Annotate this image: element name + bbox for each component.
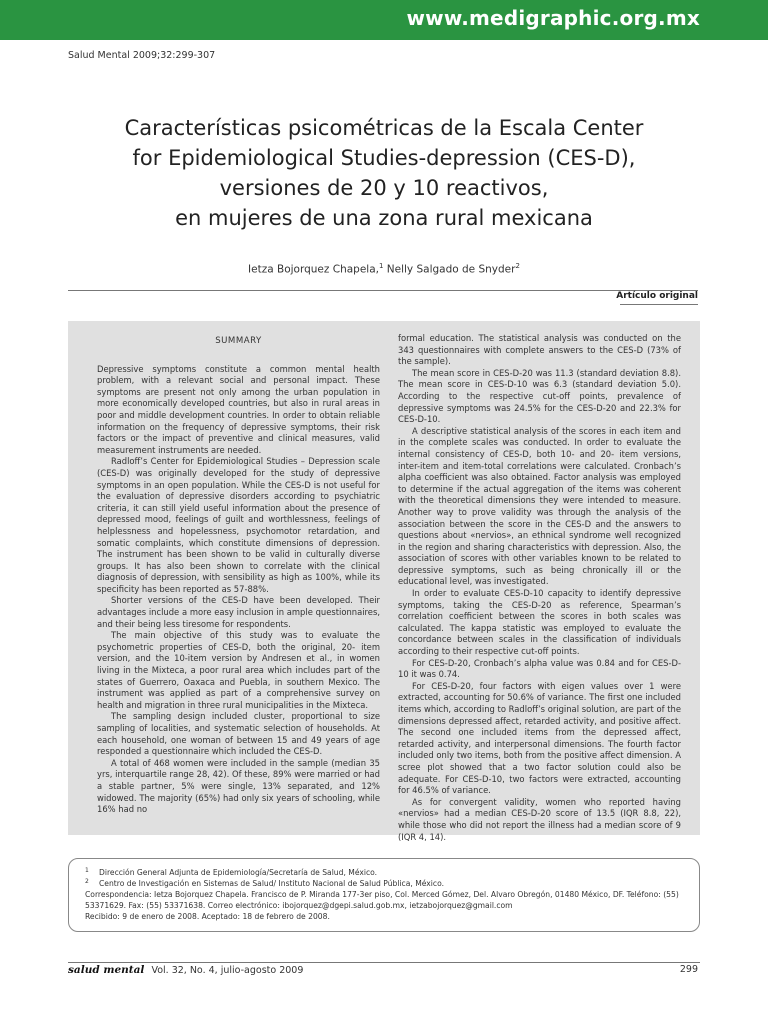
summary-paragraph: A total of 468 women were included in the sample (median 35 yrs, interquartile range 28, 42). Of these, 89% were married or had a stable partner, 5% were single, 13% separated, and 12% widowed. The majority (65%) had only six years of schooling, while 16% had no <box>97 757 380 815</box>
summary-paragraph: formal education. The statistical analysis was conducted on the 343 questionnaires with complete answers to the CES-D (73% of the sample). <box>398 333 681 367</box>
summary-right-column <box>398 333 681 843</box>
title-line: for Epidemiological Studies-depression (CES-D), <box>132 146 636 170</box>
citation: Salud Mental 2009;32:299-307 <box>68 50 216 61</box>
summary-paragraph: As for convergent validity, women who reported having «nervios» had a median CES-D-20 score of 13.5 (IQR 8.8, 22), while those who did not report the illness had a median score of 9 (IQR 4, 14). <box>398 796 681 842</box>
article-type-divider <box>620 304 698 305</box>
summary-paragraph: Depressive symptoms constitute a common mental health problem, with a relevant social and personal impact. These symptoms are present not only among the urban population in more economically developed countries, but also in rural areas in poor and middle development countries. In order to obtain reliable information on the frequency of depressive symptoms, their risk factors or the impact of preventive and clinical measures, valid measurement instruments are needed. <box>97 363 380 455</box>
summary-paragraph: Shorter versions of the CES-D have been developed. Their advantages include a more easy inclusion in ample questionnaires, and their being less tiresome for respondents. <box>97 595 380 629</box>
summary-paragraph: The sampling design included cluster, proportional to size sampling of localities, and systematic selection of households. At each household, one woman of between 15 and 49 years of age responded a questionnaire which included the CES-D. <box>97 711 380 757</box>
authors <box>0 262 768 276</box>
summary-left-column <box>97 336 380 816</box>
summary-paragraph: A descriptive statistical analysis of the scores in each item and in the complete scales was conducted. In order to evaluate the internal consistency of CES-D, both 10- and 20- item versions, inter-item and item-total correlations were calculated. Cronbach’s alpha coefficient was also obtained. Factor analysis was employed to determine if the actual aggregation of the items was coherent with the theoretical dimensions they were intended to measure. Another way to prove validity was through the analysis of the association between the score in the CES-D and the answers to questions about «nervios», an ethnical syndrome well recognized in the region and sharing characteristics with depression. Also, the association of scores with other variables known to be related to depressive symptoms, such as being chronically ill or the educational level, was investigated. <box>398 425 681 587</box>
footnote-mark: 1 <box>85 867 89 874</box>
summary-paragraph: For CES-D-20, Cronbach’s alpha value was 0.84 and for CES-D-10 it was 0.74. <box>398 657 681 680</box>
footnotes-box <box>68 858 700 932</box>
summary-paragraph: The mean score in CES-D-20 was 11.3 (standard deviation 8.8). The mean score in CES-D-10 was 6.3 (standard deviation 5.0). According to the respective cut-off points, prevalence of depressive symptoms was 24.5% for the CES-D-20 and 22.3% for CES-D-10. <box>398 367 681 425</box>
site-url-link[interactable]: www.medigraphic.org.mx <box>406 6 700 30</box>
affiliation-mark: 2 <box>515 262 520 270</box>
summary-paragraph: In order to evaluate CES-D-10 capacity to identify depressive symptoms, taking the CES-D-20 as reference, Spearman’s correlation coefficient between the scores in both scales was calculated. The kappa statistic was employed to evaluate the concordance between scales in the classification of individuals according to their respective cut-off points. <box>398 588 681 657</box>
title-line: versiones de 20 y 10 reactivos, <box>219 176 549 200</box>
header-bar <box>0 0 768 40</box>
footnote-text: Centro de Investigación en Sistemas de Salud/ Instituto Nacional de Salud Pública, México. <box>99 879 444 888</box>
author-name: Nelly Salgado de Snyder <box>383 263 516 276</box>
footer-divider <box>68 962 700 963</box>
received-note: Recibido: 9 de enero de 2008. Aceptado: 18 de febrero de 2008. <box>85 912 330 921</box>
article-type-label: Artículo original <box>616 291 698 301</box>
title-line: Características psicométricas de la Escala Center <box>124 116 644 140</box>
affiliation-mark: 1 <box>378 262 384 270</box>
journal-name: salud mental <box>68 964 145 976</box>
journal-volume: Vol. 32, No. 4, julio-agosto 2009 <box>151 965 304 976</box>
affiliation-footnote <box>85 867 683 878</box>
footnote-mark: 2 <box>85 878 89 885</box>
footnote-text: Dirección General Adjunta de Epidemiología/Secretaría de Salud, México. <box>99 868 378 877</box>
summary-paragraph: Radloff’s Center for Epidemiological Studies – Depression scale (CES-D) was originally developed for the study of depressive symptoms in an open population. While the CES-D is not useful for the evaluation of depressive disorders according to psychiatric criteria, it can still yield useful information about the presence of depressed mood, feelings of guilt and worthlessness, feelings of helplessness and hopelessness, psychomotor retardation, and somatic complaints, which constitute dimensions of depression. The instrument has been shown to be valid in culturally diverse groups. It has also been shown to correlate with the clinical diagnosis of depression, with sensibility as high as 100%, while its specificity has been reported as 57-88%. <box>97 456 380 594</box>
correspondence-note: Correspondencia: Ietza Bojorquez Chapela. Francisco de P. Miranda 177-3er piso, Col. Merced Gómez, Del. Alvaro Obregón, 01480 México, DF. Teléfono: (55) 53371629. Fax: (55) 53371638. Correo electrónico: ibojorquez@dgepi.salud.gob.mx, ietzabojorquez@gmail.com <box>85 890 679 910</box>
author-name: Ietza Bojorquez Chapela, <box>248 263 379 276</box>
summary-heading: SUMMARY <box>215 336 262 346</box>
title-line: en mujeres de una zona rural mexicana <box>175 206 593 230</box>
journal-footer <box>68 964 303 976</box>
header-divider <box>68 290 698 291</box>
affiliation-footnote <box>85 878 683 889</box>
article-title <box>90 113 678 233</box>
summary-paragraph: The main objective of this study was to evaluate the psychometric properties of CES-D, both the original, 20- item version, and the 10-item version by Andresen et al., in women living in the Mixteca, a poor rural area which includes part of the states of Guerrero, Oaxaca and Puebla, in southern Mexico. The instrument was applied as part of a comprehensive survey on health and migration in three rural municipalities in the Mixteca. <box>97 630 380 710</box>
summary-paragraph: For CES-D-20, four factors with eigen values over 1 were extracted, accounting for 50.6% of variance. The first one included items which, according to Radloff’s original solution, are part of the dimensions depressed affect, retarded activity, and positive affect. The second one included items from the depressed affect, retarded activity, and interpersonal dimensions. The fourth factor included only two items, both from the positive affect dimension. A scree plot showed that a two factor solution could also be adequate. For CES-D-10, two factors were extracted, accounting for 46.5% of variance. <box>398 680 681 796</box>
page-number: 299 <box>679 964 698 975</box>
